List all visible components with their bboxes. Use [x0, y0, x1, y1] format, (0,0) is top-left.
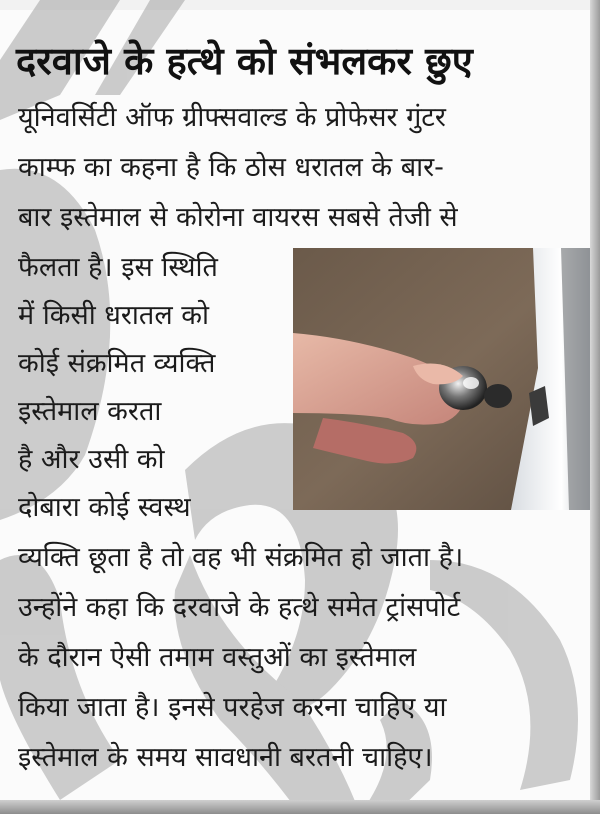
clipping-right-edge — [590, 0, 600, 814]
body-line-4: फैलता है। इस स्थिति — [18, 252, 218, 283]
body-line-9: दोबारा कोई स्वस्थ — [18, 492, 191, 523]
door-handle-photo — [293, 248, 595, 510]
body-line-7: इस्तेमाल करता — [18, 396, 162, 427]
body-line-3: बार इस्तेमाल से कोरोना वायरस सबसे तेजी से — [18, 202, 458, 233]
clipping-top-edge — [0, 0, 600, 10]
body-line-8: है और उसी को — [18, 444, 165, 475]
body-line-11: उन्होंने कहा कि दरवाजे के हत्थे समेत ट्रांसपोर्ट — [18, 592, 461, 623]
body-line-1: यूनिवर्सिटी ऑफ ग्रीफ्सवाल्ड के प्रोफेसर गुंटर — [18, 102, 446, 133]
hand-on-door-handle-icon — [293, 248, 595, 510]
body-line-6: कोई संक्रमित व्यक्ति — [18, 348, 216, 379]
clipping-bottom-edge — [0, 800, 600, 814]
body-line-10: व्यक्ति छूता है तो वह भी संक्रमित हो जाता है। — [18, 542, 464, 573]
headline: दरवाजे के हत्थे को संभलकर छुए — [16, 39, 473, 83]
body-line-5: में किसी धरातल को — [18, 300, 209, 331]
body-line-12: के दौरान ऐसी तमाम वस्तुओं का इस्तेमाल — [18, 642, 417, 673]
body-line-14: इस्तेमाल के समय सावधानी बरतनी चाहिए। — [18, 742, 433, 773]
body-line-13: किया जाता है। इनसे परहेज करना चाहिए या — [18, 692, 447, 723]
body-line-2: काम्फ का कहना है कि ठोस धरातल के बार- — [18, 152, 444, 183]
